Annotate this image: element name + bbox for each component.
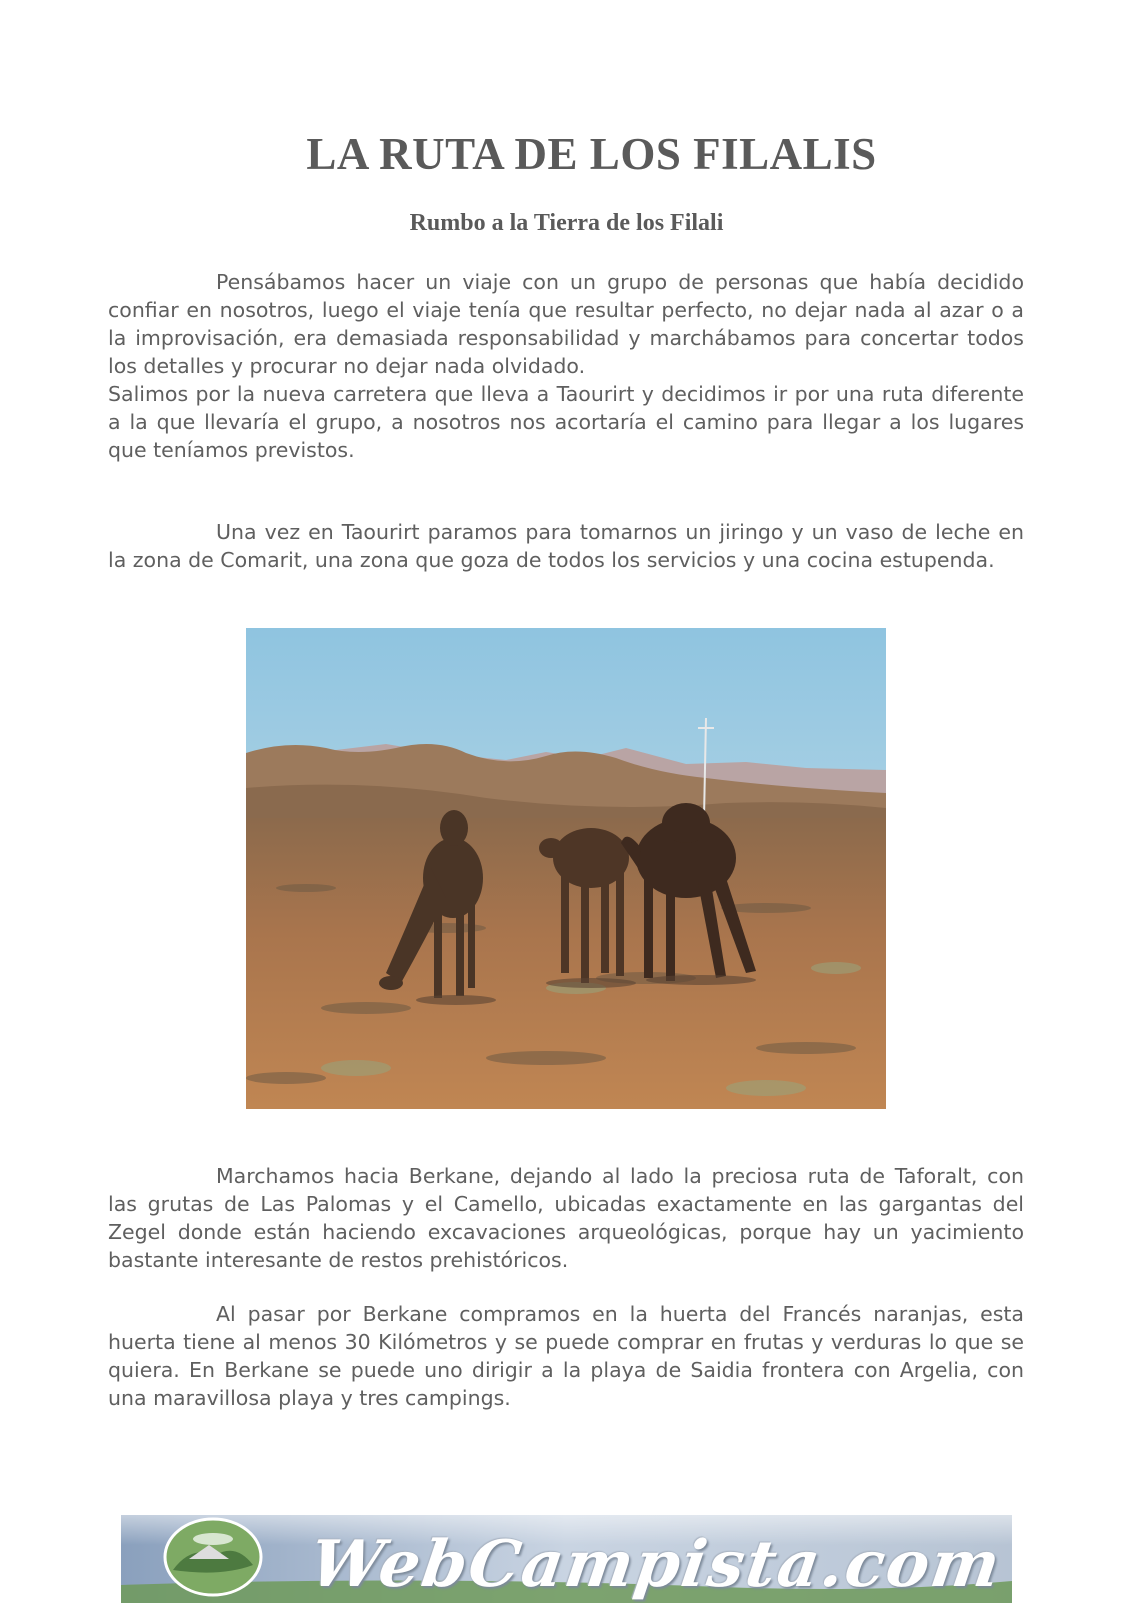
paragraph-intro: Pensábamos hacer un viaje con un grupo de personas que había decidido confiar en nosotros, luego el viaje tenía que resultar perfecto, no dejar nada al azar o a la improvisación, era demasiada responsabilidad y marchábamos para concertar todos los detalles y procurar no dejar nada olvidado. Salimos por la nueva carretera que lleva a Taourirt y decidimos ir por una ruta diferente a la que llevaría el grupo, a nosotros nos acortaría el camino para llegar a los lugares que teníamos previstos. xyxy=(108,270,1024,462)
paragraph-huerta: Al pasar por Berkane compramos en la huerta del Francés naranjas, esta huerta tiene al menos 30 Kilómetros y se puede comprar en frutas y verduras lo que se quiera. En Berkane se puede uno dirigir a la playa de Saidia frontera con Argelia, con una maravillosa playa y tres campings. xyxy=(108,1302,1024,1410)
document-title: LA RUTA DE LOS FILALIS xyxy=(306,129,877,179)
document-subtitle: Rumbo a la Tierra de los Filali xyxy=(409,210,724,236)
banner-brand-text: WebCampista.com xyxy=(305,1527,1007,1602)
camels-photo xyxy=(246,628,886,1109)
paragraph-taourirt: Una vez en Taourirt paramos para tomarnos un jiringo y un vaso de leche en la zona de Comarit, una zona que goza de todos los servicios y una cocina estupenda. xyxy=(108,520,1024,572)
webcampista-banner xyxy=(121,1515,1012,1603)
paragraph-berkane: Marchamos hacia Berkane, dejando al lado la preciosa ruta de Taforalt, con las grutas de Las Palomas y el Camello, ubicadas exactamente en las gargantas del Zegel donde están haciendo excavaciones arqueológicas, porque hay un yacimiento bastante interesante de restos prehistóricos. xyxy=(108,1164,1024,1272)
